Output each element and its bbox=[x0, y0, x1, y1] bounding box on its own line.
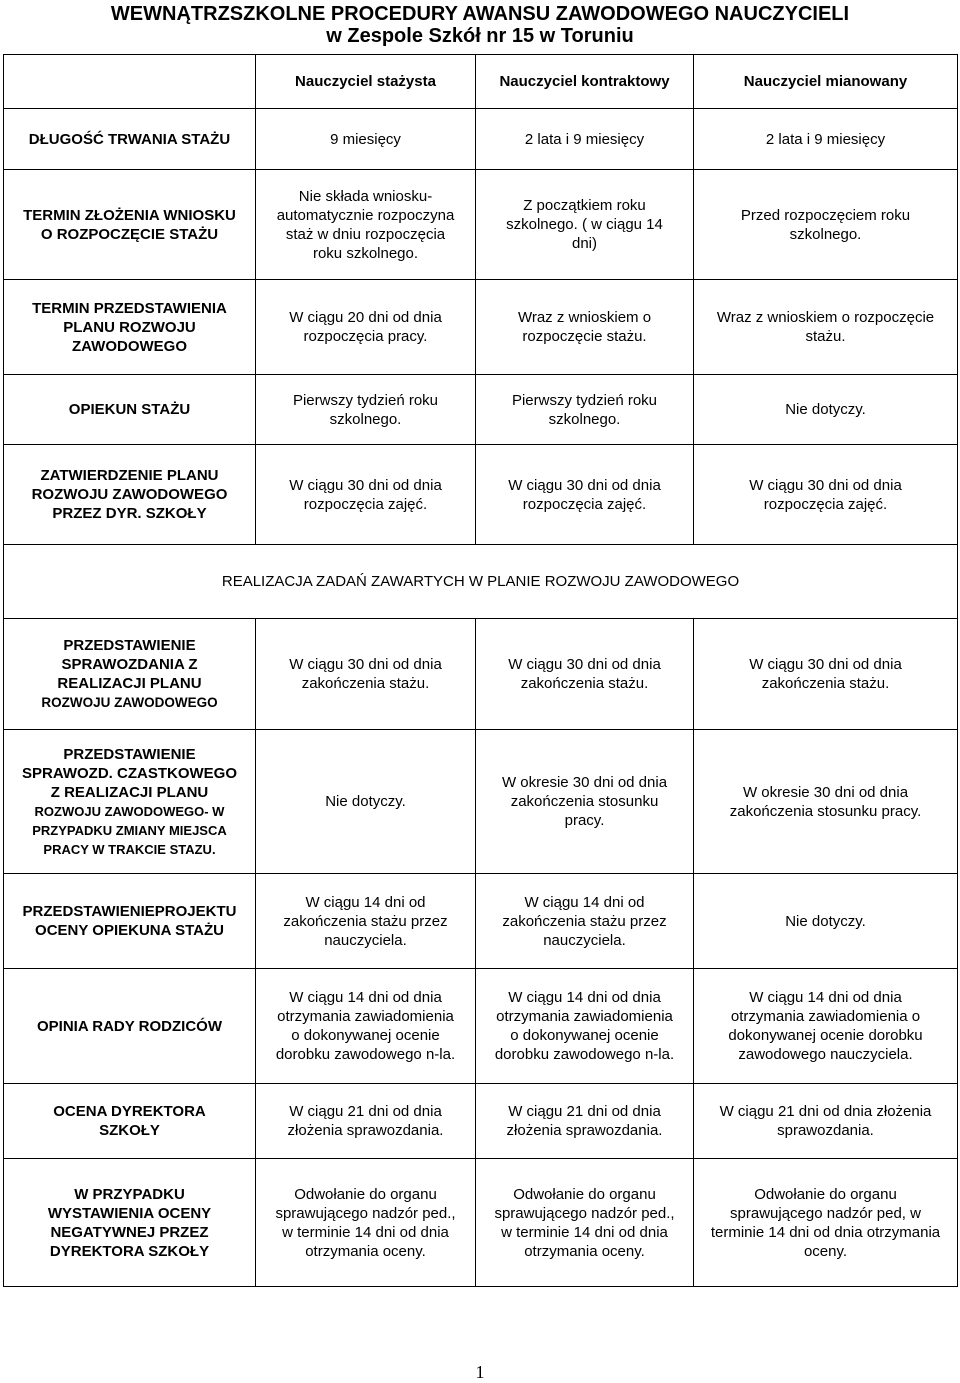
row-label: OPIEKUN STAŻU bbox=[4, 375, 256, 445]
cell-stazysta: Pierwszy tydzień roku szkolnego. bbox=[256, 375, 476, 445]
table-row bbox=[4, 1084, 958, 1159]
cell-mianowany: Odwołanie do organu sprawującego nadzór ped, w terminie 14 dni od dnia otrzymania oceny. bbox=[694, 1159, 958, 1287]
document-title: WEWNĄTRZSZKOLNE PROCEDURY AWANSU ZAWODOWEGO NAUCZYCIELI bbox=[110, 3, 850, 25]
header-empty-cell bbox=[4, 55, 256, 109]
header-mianowany: Nauczyciel mianowany bbox=[694, 55, 958, 109]
row-label: TERMIN PRZEDSTAWIENIA PLANU ROZWOJU ZAWODOWEGO bbox=[4, 280, 256, 375]
cell-kontraktowy: Pierwszy tydzień roku szkolnego. bbox=[476, 375, 694, 445]
row-label: TERMIN ZŁOŻENIA WNIOSKU O ROZPOCZĘCIE STAŻU bbox=[4, 170, 256, 280]
cell-kontraktowy: Wraz z wnioskiem o rozpoczęcie stażu. bbox=[476, 280, 694, 375]
cell-mianowany: W ciągu 14 dni od dnia otrzymania zawiadomienia o dokonywanej ocenie dorobku zawodowego nauczyciela. bbox=[694, 969, 958, 1084]
cell-kontraktowy: W okresie 30 dni od dnia zakończenia stosunku pracy. bbox=[476, 730, 694, 874]
cell-mianowany: W ciągu 30 dni od dnia zakończenia stażu. bbox=[694, 619, 958, 730]
cell-mianowany: Nie dotyczy. bbox=[694, 874, 958, 969]
cell-mianowany: Wraz z wnioskiem o rozpoczęcie stażu. bbox=[694, 280, 958, 375]
row-label: ZATWIERDZENIE PLANU ROZWOJU ZAWODOWEGO PRZEZ DYR. SZKOŁY bbox=[4, 445, 256, 545]
table-section-row bbox=[4, 545, 958, 619]
cell-stazysta: W ciągu 21 dni od dnia złożenia sprawozdania. bbox=[256, 1084, 476, 1159]
cell-stazysta: W ciągu 14 dni od dnia otrzymania zawiadomienia o dokonywanej ocenie dorobku zawodowego n-la. bbox=[256, 969, 476, 1084]
cell-stazysta: Nie składa wniosku- automatycznie rozpoczyna staż w dniu rozpoczęcia roku szkolnego. bbox=[256, 170, 476, 280]
table-row bbox=[4, 730, 958, 874]
cell-mianowany: Nie dotyczy. bbox=[694, 375, 958, 445]
cell-mianowany: Przed rozpoczęciem roku szkolnego. bbox=[694, 170, 958, 280]
row-label: DŁUGOŚĆ TRWANIA STAŻU bbox=[4, 109, 256, 170]
table-row bbox=[4, 1159, 958, 1287]
table-row bbox=[4, 619, 958, 730]
row-label: PRZEDSTAWIENIEPROJEKTU OCENY OPIEKUNA STAŻU bbox=[4, 874, 256, 969]
cell-kontraktowy: Odwołanie do organu sprawującego nadzór ped., w terminie 14 dni od dnia otrzymania oceny. bbox=[476, 1159, 694, 1287]
row-label: PRZEDSTAWIENIE SPRAWOZD. CZASTKOWEGO Z REALIZACJI PLANU ROZWOJU ZAWODOWEGO- W PRZYPADKU ZMIANY MIEJSCA PRACY W TRAKCIE STAZU. bbox=[4, 730, 256, 874]
cell-mianowany: W ciągu 21 dni od dnia złożenia sprawozdania. bbox=[694, 1084, 958, 1159]
table-header-row bbox=[4, 55, 958, 109]
row-label: PRZEDSTAWIENIE SPRAWOZDANIA Z REALIZACJI PLANU ROZWOJU ZAWODOWEGO bbox=[4, 619, 256, 730]
cell-stazysta: Odwołanie do organu sprawującego nadzór ped., w terminie 14 dni od dnia otrzymania oceny. bbox=[256, 1159, 476, 1287]
cell-stazysta: 9 miesięcy bbox=[256, 109, 476, 170]
header-stazysta: Nauczyciel stażysta bbox=[256, 55, 476, 109]
cell-stazysta: W ciągu 20 dni od dnia rozpoczęcia pracy. bbox=[256, 280, 476, 375]
table-row bbox=[4, 109, 958, 170]
cell-stazysta: W ciągu 14 dni od zakończenia stażu przez nauczyciela. bbox=[256, 874, 476, 969]
cell-kontraktowy: W ciągu 14 dni od dnia otrzymania zawiadomienia o dokonywanej ocenie dorobku zawodowego n-la. bbox=[476, 969, 694, 1084]
cell-mianowany: W okresie 30 dni od dnia zakończenia stosunku pracy. bbox=[694, 730, 958, 874]
document-subtitle: w Zespole Szkół nr 15 w Toruniu bbox=[326, 25, 634, 47]
cell-kontraktowy: W ciągu 30 dni od dnia rozpoczęcia zajęć. bbox=[476, 445, 694, 545]
page-number: 1 bbox=[475, 1362, 485, 1382]
cell-kontraktowy: W ciągu 21 dni od dnia złożenia sprawozdania. bbox=[476, 1084, 694, 1159]
cell-mianowany: W ciągu 30 dni od dnia rozpoczęcia zajęć. bbox=[694, 445, 958, 545]
cell-stazysta: Nie dotyczy. bbox=[256, 730, 476, 874]
table-row bbox=[4, 969, 958, 1084]
row-label: W PRZYPADKU WYSTAWIENIA OCENY NEGATYWNEJ PRZEZ DYREKTORA SZKOŁY bbox=[4, 1159, 256, 1287]
table-row bbox=[4, 280, 958, 375]
cell-stazysta: W ciągu 30 dni od dnia zakończenia stażu. bbox=[256, 619, 476, 730]
header-kontraktowy: Nauczyciel kontraktowy bbox=[476, 55, 694, 109]
table-row bbox=[4, 375, 958, 445]
row-label: OCENA DYREKTORA SZKOŁY bbox=[4, 1084, 256, 1159]
table-row bbox=[4, 874, 958, 969]
section-header-realizacja: REALIZACJA ZADAŃ ZAWARTYCH W PLANIE ROZWOJU ZAWODOWEGO bbox=[4, 545, 958, 619]
cell-kontraktowy: W ciągu 14 dni od zakończenia stażu przez nauczyciela. bbox=[476, 874, 694, 969]
table-row bbox=[4, 170, 958, 280]
procedures-table bbox=[3, 54, 958, 1287]
cell-mianowany: 2 lata i 9 miesięcy bbox=[694, 109, 958, 170]
row-label: OPINIA RADY RODZICÓW bbox=[4, 969, 256, 1084]
cell-kontraktowy: Z początkiem roku szkolnego. ( w ciągu 14 dni) bbox=[476, 170, 694, 280]
table-row bbox=[4, 445, 958, 545]
cell-stazysta: W ciągu 30 dni od dnia rozpoczęcia zajęć. bbox=[256, 445, 476, 545]
cell-kontraktowy: W ciągu 30 dni od dnia zakończenia stażu. bbox=[476, 619, 694, 730]
cell-kontraktowy: 2 lata i 9 miesięcy bbox=[476, 109, 694, 170]
